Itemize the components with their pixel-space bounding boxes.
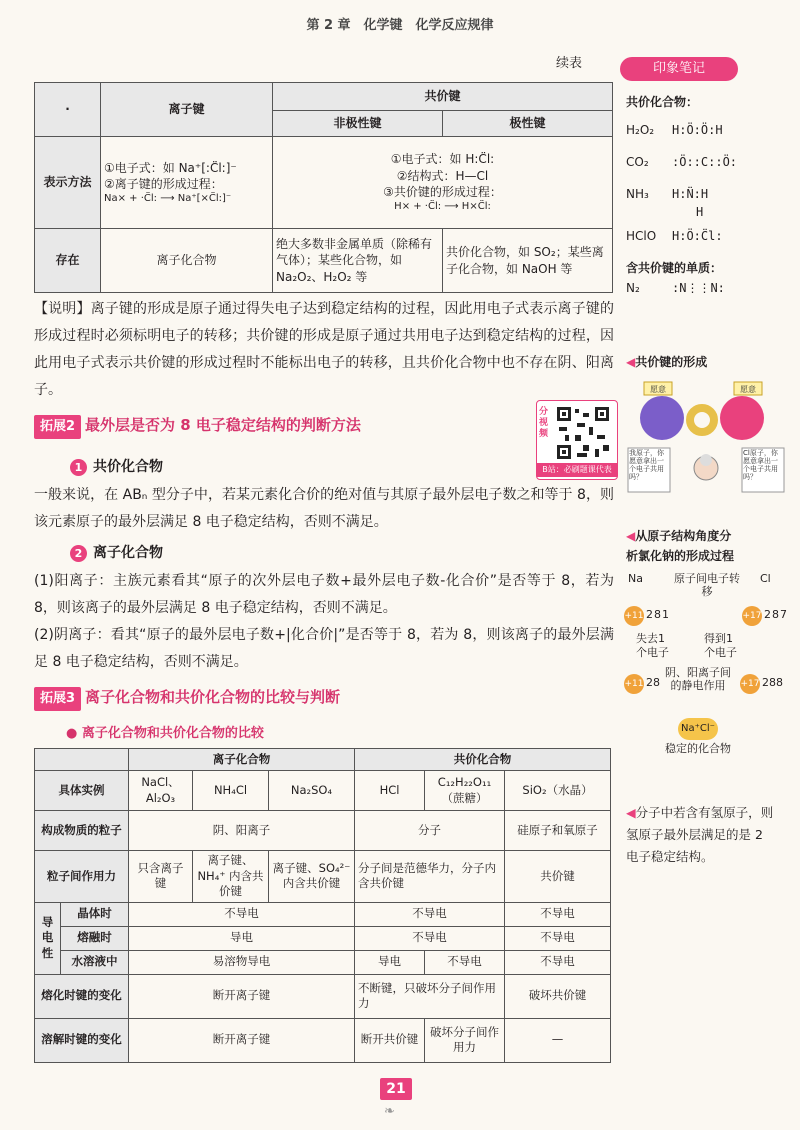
hydrogen-note: ◀分子中若含有氢原子，则氢原子最外层满足的是 2 电子稳定结构。 — [626, 805, 774, 864]
example-cell: C₁₂H₂₂O₁₁（蔗糖） — [425, 771, 505, 811]
ext2-text2: (1)阳离子：主族元素看其“原子的次外层电子数+最外层电子数-化合价”是否等于 8，若为 8，则该离子的最外层满足 8 电子稳定结构，否则不满足。 — [34, 573, 614, 616]
ext2-text3: (2)阴离子：看其“原子的最外层电子数+|化合价|”是否等于 8，若为 8，则该离子的最外层满足 8 电子稳定结构，否则不满足。 — [34, 627, 614, 670]
aqueous-cell: 易溶物导电 — [129, 950, 355, 974]
aqueous-cell: 不导电 — [425, 950, 505, 974]
crystal-cell: 不导电 — [355, 902, 505, 926]
t2-header-covalent: 共价化合物 — [355, 749, 611, 771]
row-melting-bond: 熔化时键的变化 — [35, 974, 129, 1018]
example-cell: Na₂SO₄ — [269, 771, 355, 811]
row-particle: 构成物质的粒子 — [35, 811, 129, 851]
cartoon-bubble-right: 愿意 — [740, 385, 756, 394]
melt-cell: 导电 — [129, 926, 355, 950]
triangle-icon: ◀ — [626, 529, 636, 543]
nacl-diagram: Na Cl 原子间电子转移 +11 281 +17 287 失去1个电子 得到1个电子 +11 28 阴、阳离子间的静电作用 +17 288 Na⁺Cl⁻ 稳定的化合物 — [624, 572, 788, 755]
row-representation: 表示方法 — [35, 137, 101, 229]
row-crystal: 晶体时 — [61, 902, 129, 926]
header-ionic: 离子键 — [101, 83, 273, 137]
aqueous-cell: 不导电 — [505, 950, 611, 974]
row-force: 粒子间作用力 — [35, 851, 129, 903]
header-nonpolar: 非极性键 — [273, 111, 443, 137]
covalent-representation: ①电子式：如 H:C̈l: ②结构式：H—Cl ③共价键的形成过程： H× + ·C̈l: ⟶ H×C̈l: — [273, 137, 613, 229]
header-covalent: 共价键 — [273, 83, 613, 111]
header-polar: 极性键 — [443, 111, 613, 137]
table-corner: · — [35, 83, 101, 137]
ext2-title: 最外层是否为 8 电子稳定结构的判断方法 — [85, 416, 361, 434]
ionic-representation: ①电子式：如 Na⁺[:C̈l:]⁻ ②离子键的形成过程： Na× + ·C̈l: ⟶ Na⁺[×C̈l:]⁻ — [101, 137, 273, 229]
qr-code-icon — [555, 405, 611, 461]
sidebar-covalent-title: 共价化合物： — [626, 95, 699, 109]
continued-label: 续表 — [556, 56, 583, 71]
aqueous-cell: 导电 — [355, 950, 425, 974]
row-melt: 熔融时 — [61, 926, 129, 950]
force-cell: 分子间是范德华力，分子内含共价键 — [355, 851, 505, 903]
melt-cell: 不导电 — [355, 926, 505, 950]
sidebar-covalent: 共价化合物： H₂O₂ H:Ö:Ö:H CO₂ :Ö::C::Ö: NH₃ H:N̈:H H HClO H:Ö:C̈l: 含共价键的单质： N₂ :N⋮⋮N: — [626, 92, 796, 298]
example-cell: HCl — [355, 771, 425, 811]
triangle-icon: ◀ — [626, 805, 636, 820]
polar-existence: 共价化合物，如 SO₂；某些离子化合物，如 NaOH 等 — [443, 229, 613, 293]
ext2-sub2: 2 离子化合物 — [70, 542, 163, 562]
explanation-paragraph: 【说明】离子键的形成是原子通过得失电子达到稳定结构的过程，因此用电子式表示离子键的形成过程时必须标明电子的转移；共价键的形成是原子通过共用电子达到稳定结构的过程，因此用电子式表示共价键的形成过程时不能标出电子的转移，且共价化合物中也不存在阴、阳离子。 — [34, 301, 614, 398]
ext2-heading — [34, 414, 361, 438]
row-dissolve-bond: 溶解时键的变化 — [35, 1018, 129, 1062]
ionic-existence: 离子化合物 — [101, 229, 273, 293]
qr-side-label: 分视频 — [539, 407, 549, 439]
notes-tag: 印象笔记 — [620, 57, 738, 81]
dissolve-cell: 破坏分子间作用力 — [425, 1018, 505, 1062]
ext2-text1: 一般来说，在 ABₙ 型分子中，若某元素化合价的绝对值与其原子最外层电子数之和等于 8，则该元素原子的最外层满足 8 电子稳定结构，否则不满足。 — [34, 487, 614, 530]
chapter-header: 第 2 章 化学键 化学反应规律 — [306, 18, 494, 33]
row-aqueous: 水溶液中 — [61, 950, 129, 974]
melting-cell: 破坏共价键 — [505, 974, 611, 1018]
triangle-icon: ◀ — [626, 355, 636, 369]
force-cell: 共价键 — [505, 851, 611, 903]
ext3-heading — [34, 686, 340, 710]
t2-header-ionic: 离子化合物 — [129, 749, 355, 771]
page-number: 21 — [380, 1078, 412, 1100]
crystal-cell: 不导电 — [505, 902, 611, 926]
melting-cell: 断开离子键 — [129, 974, 355, 1018]
compound-table — [34, 748, 611, 1063]
qr-code-box[interactable] — [536, 400, 618, 480]
force-cell: 离子键、NH₄⁺ 内含共价键 — [193, 851, 269, 903]
cartoon-speech-right: Cl原子，你愿意拿出一个电子共用吗？ — [743, 449, 778, 481]
example-cell: NaCl、Al₂O₃ — [129, 771, 193, 811]
row-conductivity: 导电性 — [35, 902, 61, 974]
particle-cell: 分子 — [355, 811, 505, 851]
bond-table — [34, 82, 613, 293]
ext3-tag: 拓展3 — [34, 687, 81, 711]
ext2-tag: 拓展2 — [34, 415, 81, 439]
particle-cell: 硅原子和氧原子 — [505, 811, 611, 851]
example-cell: SiO₂（水晶） — [505, 771, 611, 811]
ext3-title: 离子化合物和共价化合物的比较与判断 — [85, 688, 341, 706]
row-existence: 存在 — [35, 229, 101, 293]
pin-icon: ● — [66, 726, 78, 741]
particle-cell: 阴、阳离子 — [129, 811, 355, 851]
force-cell: 只含离子键 — [129, 851, 193, 903]
covalent-cartoon — [624, 374, 788, 496]
force-cell: 离子键、SO₄²⁻ 内含共价键 — [269, 851, 355, 903]
nonpolar-existence: 绝大多数非金属单质（除稀有气体）；某些化合物，如 Na₂O₂、H₂O₂ 等 — [273, 229, 443, 293]
cartoon-bubble-left: 愿意 — [650, 385, 666, 394]
footer-ornament-icon: ❧ — [384, 1104, 395, 1119]
cov-formation-caption: ◀共价键的形成 — [626, 355, 708, 369]
dissolve-cell: 断开共价键 — [355, 1018, 425, 1062]
melt-cell: 不导电 — [505, 926, 611, 950]
dissolve-cell: — — [505, 1018, 611, 1062]
qr-caption: B站：必刷题课代表 — [537, 463, 617, 477]
ext3-subtitle: ● 离子化合物和共价化合物的比较 — [66, 726, 264, 741]
nacl-caption: ◀从原子结构角度分 析氯化钠的形成过程 — [626, 529, 735, 563]
example-cell: NH₄Cl — [193, 771, 269, 811]
melting-cell: 不断键，只破坏分子间作用力 — [355, 974, 505, 1018]
ext2-sub1: 1 共价化合物 — [70, 456, 163, 476]
dissolve-cell: 断开离子键 — [129, 1018, 355, 1062]
sidebar-single-title: 含共价键的单质： — [626, 261, 723, 275]
row-example: 具体实例 — [35, 771, 129, 811]
crystal-cell: 不导电 — [129, 902, 355, 926]
cartoon-speech-left: 我原子，你愿意拿出一个电子共用吗？ — [629, 449, 664, 481]
